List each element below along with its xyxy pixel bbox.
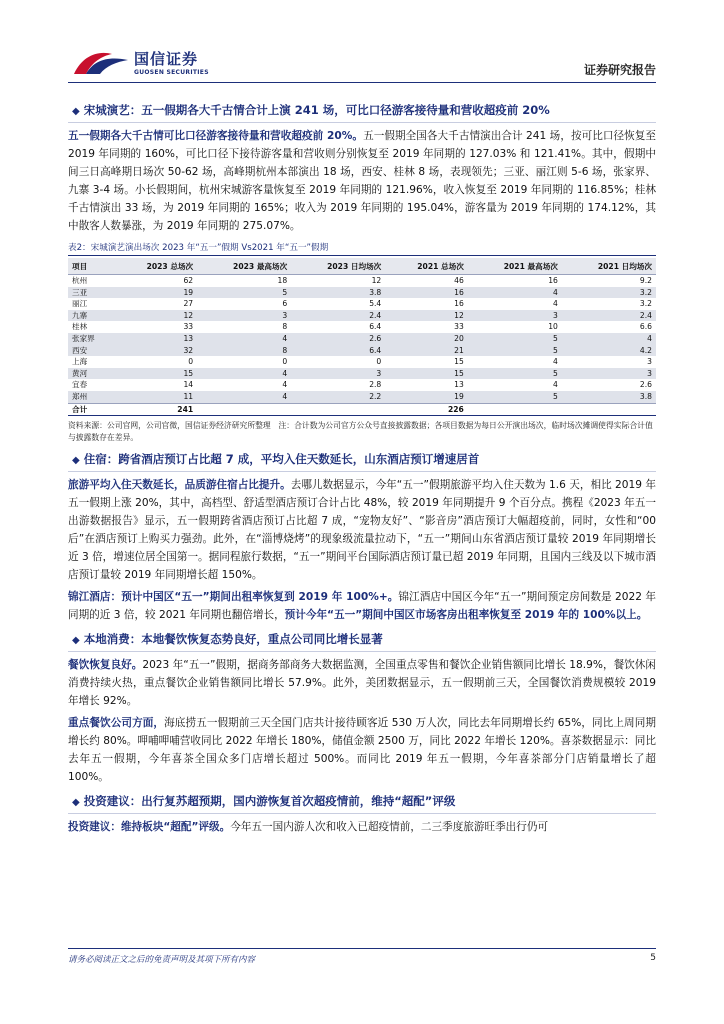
table-source-note: 资料来源：公司官网，公司官微，国信证券经济研究所整理 注：合计数为公司官方公众号直接披露数据；各项目数据为每日公开演出场次，临时场次摊调使得实际合计值与披露数存在差异。 xyxy=(68,421,653,443)
section-title-lodging: ◆ 住宿：跨省酒店预订占比超 7 成，平均入住天数延长，山东酒店预订增速居首 xyxy=(68,449,656,472)
table-row: 杭州 62 18 12 46 16 9.2 xyxy=(72,276,652,285)
table-header-row: 项目 2023 总场次 2023 最高场次 2023 日均场次 2021 总场次 2021 最高场次 2021 日均场次 xyxy=(68,258,656,275)
footer-divider xyxy=(68,948,656,949)
paragraph-jinjiang: 锦江酒店：预计中国区“五一”期间出租率恢复到 2019 年 100%+。锦江酒店中国区今年“五一”期间预定房间数是 2022 年同期的近 3 倍，较 2021 年同期也翻倍增长，预计今年“五一”期间中国区市场客房出租率恢复至 2019 年的 100%以上。 xyxy=(68,591,657,622)
table-row: 三亚 19 5 3.8 16 4 3.2 xyxy=(68,287,656,299)
guosen-logo-icon xyxy=(72,46,130,78)
table-row: 丽江 27 6 5.4 16 4 3.2 xyxy=(72,299,652,309)
paragraph-investment: 投资建议：维持板块“超配”评级。今年五一国内游人次和收入已超疫情前，二三季度旅游旺季出行仍可 xyxy=(68,821,549,834)
section-title-local-consumption: ◆ 本地消费：本地餐饮恢复态势良好，重点公司同比增长显著 xyxy=(68,629,656,652)
performance-table xyxy=(68,258,656,416)
page-number: 5 xyxy=(650,953,656,963)
report-type-label: 证券研究报告 xyxy=(583,63,656,77)
section-title-songcheng: ◆ 宋城演艺：五一假期各大千古情合计上演 241 场，可比口径游客接待量和营收超疫前 20% xyxy=(68,100,656,123)
diamond-bullet-icon: ◆ xyxy=(72,106,80,117)
footer-disclaimer: 请务必阅读正文之后的免责声明及其项下所有内容 xyxy=(68,955,256,965)
section-title-investment: ◆ 投资建议：出行复苏超预期，国内游恢复首次超疫情前，维持“超配”评级 xyxy=(68,791,656,814)
table-row: 上海 0 0 0 15 4 3 xyxy=(72,357,652,367)
table-row: 西安 32 8 6.4 21 5 4.2 xyxy=(68,345,656,357)
header-divider xyxy=(68,82,656,83)
table-row: 九寨 12 3 2.4 12 3 2.4 xyxy=(68,310,656,322)
paragraph-lodging: 旅游平均入住天数延长，品质游住宿占比提升。去哪儿数据显示，今年“五一”假期旅游平均入住天数为 1.6 天，相比 2019 年五一假期上涨 20%，其中，高档型、舒适型酒店预订合计占比 48%，较 2019 年同期提升 9 个百分点。携程《2023 年五一出游数据报告》显示，五一假期跨省酒店预订占比超 7 成，“宠物友好”、“影音房”酒店预订大幅超疫前，同时，女性和“00 后”在酒店预订上购买力强劲。此外，在“淄博烧烤”的现象级流量拉动下，“五一”期间山东省酒店预订量较 2019 年同期增长近 3 倍，增速位居全国第一。据同程旅行数据，“五一”期间平台国际酒店预订量已超 2019 年同期，且国内三线及以下城市酒店预订量较 2019 年同期增长超 150%。 xyxy=(68,479,656,582)
logo-text-cn: 国信证券 xyxy=(134,50,199,68)
diamond-bullet-icon: ◆ xyxy=(72,797,80,809)
diamond-bullet-icon: ◆ xyxy=(72,635,80,647)
table-total-row: 合计 241 226 xyxy=(68,403,656,416)
table-row: 黄河 15 4 3 15 5 3 xyxy=(68,368,656,380)
table-caption: 表2：宋城演艺演出场次 2023 年“五一”假期 Vs2021 年“五一”假期 xyxy=(68,241,656,256)
table-row: 宜春 14 4 2.8 13 4 2.6 xyxy=(72,380,652,390)
paragraph-dining: 餐饮恢复良好。2023 年“五一”假期，据商务部商务大数据监测，全国重点零售和餐饮企业销售额同比增长 18.9%，餐饮休闲消费持续火热，重点餐饮企业销售额同比增长 57.9%。此外，美团数据显示，五一假期前三天，全国餐饮消费规模较 2019 年增长 92%。 xyxy=(68,659,657,708)
logo-text-en: GUOSEN SECURITIES xyxy=(134,69,209,76)
paragraph-key-companies: 重点餐饮公司方面，海底捞五一假期前三天全国门店共计接待顾客近 530 万人次，同比去年同期增长约 65%，同比上周同期增长约 80%。呷哺呷哺营收同比 2022 年增长 180%，储值金额 2500 万，同比 2022 年增长 120%。喜茶数据显示：同比去年五一假期，今年喜茶全国众多门店增长超过 500%。而同比 2019 年五一假期，今年喜茶部分门店销量增长了超 100%。 xyxy=(68,717,657,784)
main-content xyxy=(68,95,656,836)
table-row: 张家界 13 4 2.6 20 5 4 xyxy=(68,333,656,345)
paragraph-songcheng: 五一假期各大千古情可比口径游客接待量和营收超疫前 20%。五一假期全国各大千古情演出合计 241 场，按可比口径恢复至 2019 年同期的 160%，可比口径下接待游客量和营收则分别恢复至 2019 年同期的 127.03% 和 121.41%。其中，假期中间三日高峰期日场次 50-62 场，高峰期杭州本部演出 18 场，西安、桂林 8 场，表现领先；三亚、丽江则 5-6 场，张家界、九寨 3-4 场。小长假期间，杭州宋城游客量恢复至 2019 年同期的 121.96%，收入恢复至 2019 年同期的 116.85%；桂林千古情演出 33 场，为 2019 年同期的 165%；收入为 2019 年同期的 195.04%，游客量为 2019 年同期的 174.12%，其中散客人数暴涨，为 2019 年同期的 275.07%。 xyxy=(68,130,657,232)
table-row: 桂林 33 8 6.4 33 10 6.6 xyxy=(72,322,652,332)
page-header xyxy=(0,0,724,92)
table-row: 郑州 11 4 2.2 19 5 3.8 xyxy=(68,391,656,403)
diamond-bullet-icon: ◆ xyxy=(72,455,80,467)
